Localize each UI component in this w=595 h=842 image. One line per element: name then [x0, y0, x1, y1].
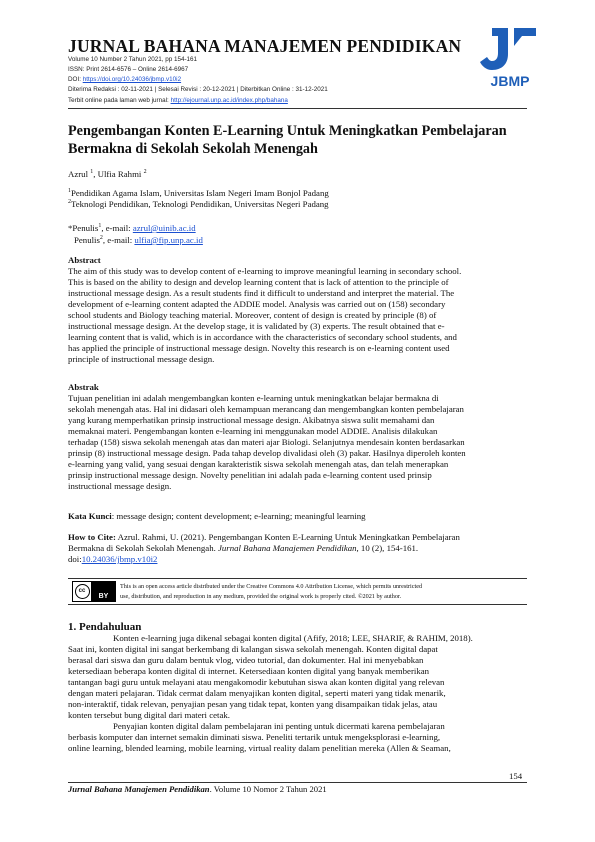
- authors: [68, 167, 147, 180]
- by-label: BY: [92, 582, 115, 601]
- abstract-line: This is based on the ability to design and develop learning content that is lack of attention to the principle of: [68, 277, 449, 287]
- license-line-1: This is an open access article distributed under the Creative Commons 4.0 Attribution License, which permits unrestricted: [120, 583, 423, 590]
- corr2-sup: 2: [99, 235, 103, 241]
- author-1: Azrul: [68, 168, 91, 179]
- abstrak-line: e-learning yang valid, yang sesuai dengan karakteristik siswa sekolah menengah atas, dan telah menerapkan: [68, 459, 449, 469]
- cite-line-2: [68, 543, 527, 554]
- footer-journal: Jurnal Bahana Manajemen Pendidikan: [68, 784, 210, 794]
- cite-label: How to Cite:: [68, 532, 116, 542]
- section-line: ketersediaan beberapa konten digital di internet. Ketersediaan konten digital yang banyak memberikan: [68, 666, 430, 676]
- page-number: 154: [509, 771, 523, 781]
- paper-title-line1: Pengembangan Konten E-Learning Untuk Meningkatkan Pembelajaran: [68, 123, 507, 139]
- online-label: Terbit online pada laman web jurnal:: [68, 97, 171, 104]
- journal-title: JURNAL BAHANA MANAJEMEN PENDIDIKAN: [68, 36, 462, 56]
- abstract-heading: Abstract: [68, 255, 101, 265]
- affiliation-2: [68, 197, 329, 210]
- author-1-sup: 1: [90, 169, 94, 175]
- footer: [68, 784, 327, 794]
- section-line: konten tersebut bung digital dari materi cetak.: [68, 710, 230, 720]
- header-rule: [68, 108, 527, 109]
- doi-label: DOI:: [68, 76, 83, 83]
- doi-link[interactable]: https://doi.org/10.24036/jbmp.v10i2: [82, 76, 182, 83]
- aff1-text: Pendidikan Agama Islam, Universitas Islam Negeri Imam Bonjol Padang: [71, 187, 329, 198]
- email-link-1[interactable]: azrul@uinib.ac.id: [132, 222, 196, 233]
- cite-line-3: [68, 554, 527, 565]
- corr1-sup: 1: [98, 223, 102, 229]
- logo-hook-shape: [480, 28, 508, 70]
- aff1-sup: 1: [68, 188, 71, 194]
- abstrak-heading: Abstrak: [68, 382, 99, 392]
- cite-line2-b: , 10 (2), 154-161.: [356, 543, 419, 553]
- author-2: , Ulfia Rahmi: [93, 168, 144, 179]
- section-line: Saat ini, konten digital ini sangat berkembang di kalangan siswa sekolah menengah. Konten digital dapat: [68, 644, 438, 654]
- keywords-label: Kata Kunci: [68, 511, 112, 521]
- section-heading: 1. Pendahuluan: [68, 621, 142, 633]
- dates-line: Diterima Redaksi : 02-11-2021 | Selesai Revisi : 20-12-2021 | Diterbitkan Online : 31-12-2021: [68, 86, 328, 93]
- paper-title-line2: Bermakna di Sekolah Sekolah Menengah: [68, 141, 318, 157]
- cite-journal: Jurnal Bahana Manajemen Pendidikan: [218, 543, 357, 553]
- section-line: non-interaktif, tidak relevan, penyajian pesan yang tidak tepat, konten yang disampaikan tidak jelas, atau: [68, 699, 438, 709]
- cc-by-badge-icon: [72, 581, 116, 602]
- license-line-2: use, distribution, and reproduction in any medium, provided the original work is properly cited. ©2021 by author.: [120, 592, 402, 600]
- logo-text: JBMP: [490, 73, 530, 89]
- section-line: Penyajian konten digital dalam pembelajaran ini penting untuk dicermati karena pembelajaran: [113, 721, 445, 731]
- section-line: berbasis komputer dan internet semakin diminati siswa. Peneliti tertarik untuk mengeksplorasi e-learning,: [68, 732, 441, 742]
- abstrak-line: memaknai materi. Pengembangan konten e-learning ini menggunakan model ADDIE. Analisis dilakukan: [68, 426, 438, 436]
- author-2-sup: 2: [143, 169, 147, 175]
- paper-title: [68, 122, 528, 158]
- corr2-label: Penulis: [74, 234, 100, 245]
- abstract-line: The aim of this study was to develop content of e-learning to improve meaningful learning in secondary school.: [68, 266, 462, 276]
- abstract-line: school students and Biology teaching material. Moreover, content of design is created by principle (8) of: [68, 310, 437, 320]
- section-line: berasal dari siswa dan guru dalam bentuk vlog, video tutorial, dan dokumenter. Hal ini menyebabkan: [68, 655, 424, 665]
- corr1-label: *Penulis: [68, 222, 99, 233]
- abstract-line: instructional message design. At the develop stage, it is validated by (3) experts. The result obtained that e-: [68, 321, 445, 331]
- cc-circle-icon: [73, 582, 92, 601]
- abstract-line: has applied the principle of instructional message design. Novelty this research is on e-learning content used: [68, 343, 450, 353]
- abstrak-line: Tujuan penelitian ini adalah mengembangkan konten e-learning untuk meningkatkan belajar bermakna di: [68, 393, 439, 403]
- abstrak-body: [68, 393, 527, 492]
- cite-line2-a: Bermakna di Sekolah Sekolah Menengah.: [68, 543, 218, 553]
- abstract-body: [68, 266, 527, 365]
- issn-line: ISSN: Print 2614-6576 – Online 2614-6967: [68, 66, 189, 73]
- section-line: tantangan bagi guru untuk melayani atau mengakomodir kebutuhan siswa akan konten digital yang relevan: [68, 677, 445, 687]
- section-line: Konten e-learning juga dikenal sebagai konten digital (Afify, 2018; LEE, SHARIF, & RAHIM, 2018).: [113, 633, 473, 643]
- keywords: [68, 511, 366, 522]
- how-to-cite: [68, 532, 527, 565]
- license-rule-top: [68, 578, 527, 579]
- abstrak-line: terhadap (158) siswa sekolah menengah atas dan materi ajar Biologi. Selanjutnya mendesain konten berdasarkan: [68, 437, 465, 447]
- license-rule-bottom: [68, 604, 527, 605]
- cc-text: cc: [75, 584, 90, 599]
- abstract-line: instructional message design. As a result students find it difficult to understand and interpret the material. The: [68, 288, 455, 298]
- section-line: online learning, blended learning, mobile learning, virtual reality dalam penelitian mereka (Allen & Seaman,: [68, 743, 451, 753]
- cite-line-1: [68, 532, 527, 543]
- license-text: [120, 582, 422, 601]
- footer-rest: . Volume 10 Nomor 2 Tahun 2021: [209, 784, 327, 794]
- section-body: [68, 633, 527, 754]
- abstrak-line: yang kurang memperhatikan prinsip instructional message design. Akibatnya siswa sulit memahami dan: [68, 415, 435, 425]
- aff2-sup: 2: [68, 199, 71, 205]
- online-link[interactable]: http://ejournal.unp.ac.id/index.php/bahana: [170, 97, 288, 104]
- section-line: dengan materi pelajaran. Tidak cermat dalam menyajikan konten digital, seperti materi yang tidak menarik,: [68, 688, 446, 698]
- cite-doi-link[interactable]: 10.24036/jbmp.v10i2: [81, 554, 158, 564]
- volume-line: Volume 10 Number 2 Tahun 2021, pp 154-161: [68, 56, 198, 63]
- abstract-line: principle of instructional message design.: [68, 354, 215, 364]
- footer-rule: [68, 782, 527, 783]
- abstract-line: learning content that is valid, which is in accordance with the characteristics of secondary school students, and: [68, 332, 457, 342]
- abstrak-line: sekolah menengah atas. Hal ini didasari oleh kemampuan merancang dan mengembangkan konten pembelajaran: [68, 404, 464, 414]
- email-link-2[interactable]: ulfia@fip.unp.ac.id: [134, 234, 203, 245]
- corresponding-2: [74, 233, 203, 246]
- abstrak-line: prinsip instructional message design. Novelty penelitian ini adalah pada e-learning content used prinsip: [68, 470, 432, 480]
- aff2-text: Teknologi Pendidikan, Teknologi Pendidikan, Universitas Negeri Padang: [71, 198, 329, 209]
- keywords-text: : message design; content development; e-learning; meaningful learning: [111, 511, 366, 521]
- corresponding-1: [68, 221, 196, 234]
- journal-logo: [478, 24, 542, 92]
- abstrak-line: instructional message design.: [68, 481, 172, 491]
- abstrak-line: prinsip (8) instructional message design. Pada tahap develop divalidasi oleh (3) pakar. Hasilnya diperoleh konten: [68, 448, 466, 458]
- doi-line: [68, 75, 181, 85]
- corr2-mid: , e-mail:: [102, 234, 135, 245]
- abstract-line: development of e-learning content adapted the ADDIE model. Analysis was carried out on (158) secondary: [68, 299, 446, 309]
- logo-wing-shape: [514, 28, 536, 46]
- corr1-mid: , e-mail:: [101, 222, 133, 233]
- cite-line1-text: Azrul. Rahmi, U. (2021). Pengembangan Konten E-Learning Untuk Meningkatkan Pembelajaran: [115, 532, 460, 542]
- online-line: [68, 96, 288, 106]
- cite-doi-label: doi:: [68, 554, 82, 564]
